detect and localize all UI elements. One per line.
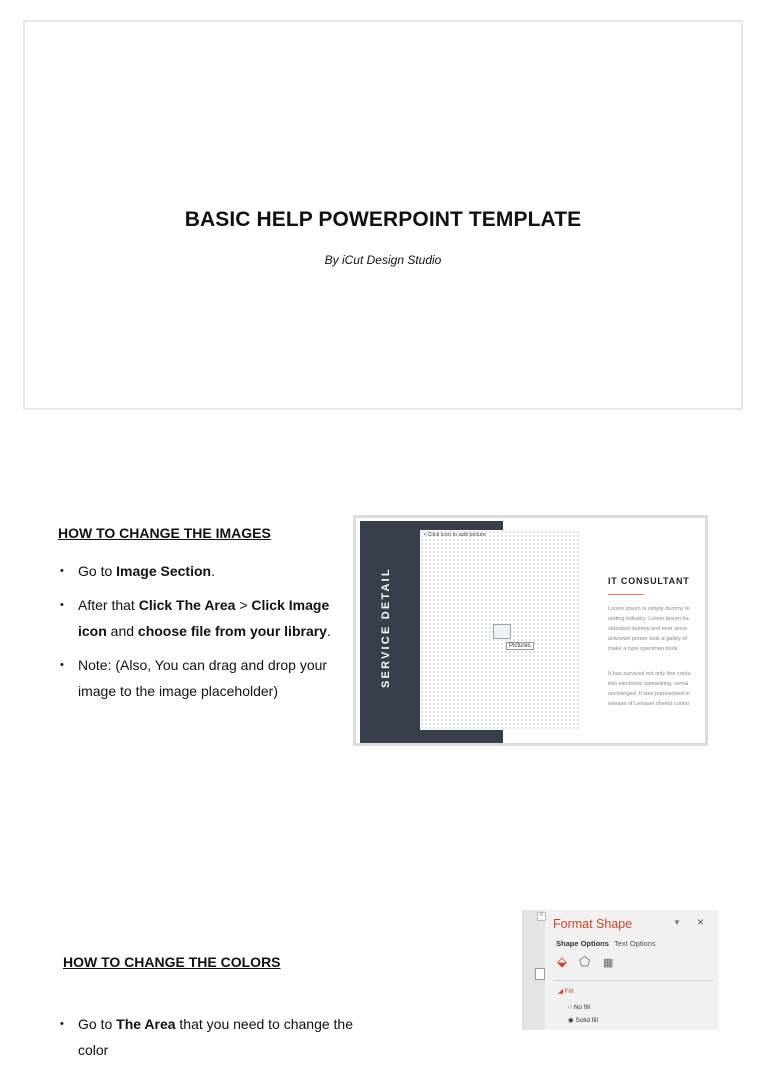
size-properties-icon[interactable]: ▦ [603, 957, 614, 969]
fill-section-label[interactable]: ◢ Fill [558, 988, 574, 995]
document-title: BASIC HELP POWERPOINT TEMPLATE [184, 208, 582, 231]
step-text: . [211, 563, 215, 579]
step-text: Go to [78, 1016, 117, 1032]
images-steps-list [58, 558, 338, 712]
images-step-3: • Note: (Also, You can drag and drop your image to the image placeholder) [58, 652, 338, 704]
images-step-1 [58, 558, 338, 584]
close-icon[interactable]: × [697, 915, 705, 929]
preview-paragraph-2: It has survived not only five centu into electronic typesetting, remai unchanged. It was popularised in release of Letraset sheets contai [608, 671, 691, 707]
tab-text-options[interactable]: Text Options [614, 939, 656, 948]
images-step-2 [58, 592, 338, 644]
no-fill-option[interactable]: ○ No fill [568, 1004, 590, 1011]
document-subtitle: By iCut Design Studio [324, 253, 442, 267]
step-text: After that [78, 597, 139, 613]
fill-bucket-icon[interactable]: ⬙ [557, 954, 567, 969]
step-text: . [326, 623, 331, 639]
pane-title: Format Shape [553, 917, 633, 931]
slide-thumbnail [535, 968, 545, 980]
colors-steps-list [58, 1011, 378, 1071]
step-bold: choose file from your library [137, 623, 327, 639]
option-label: Solid fill [575, 1017, 598, 1024]
step-bold: Click The Area [138, 597, 236, 613]
colors-heading: HOW TO CHANGE THE COLORS [63, 954, 281, 970]
colors-step-1 [58, 1011, 378, 1063]
scroll-up-icon[interactable]: ˄ [537, 912, 546, 921]
chevron-down-icon[interactable]: ▼ [673, 918, 681, 927]
preview-heading: IT CONSULTANT [608, 576, 690, 586]
solid-fill-option[interactable]: ◉ Solid fill [568, 1017, 598, 1024]
step-text: Go to [78, 563, 117, 579]
tab-shape-options[interactable]: Shape Options [556, 939, 609, 948]
step-text: and [106, 623, 138, 639]
option-label: No fill [573, 1004, 590, 1011]
step-text: that you need to change the color [78, 1016, 354, 1058]
divider [553, 980, 713, 981]
format-shape-pane-preview [522, 910, 719, 1030]
preview-paragraph-1: Lorem Ipsum is simply dummy te setting industry. Lorem Ipsum ha standard dummy text ever since unknown printer took a galley of make a type specimen book. [608, 606, 690, 652]
accent-rule [608, 594, 644, 595]
vertical-section-title: SERVICE DETAIL [380, 567, 392, 688]
step-bold: Click Image icon [78, 597, 330, 639]
images-heading: HOW TO CHANGE THE IMAGES [58, 525, 271, 541]
title-slide-card [23, 20, 743, 410]
step-bold: Image Section [116, 563, 212, 579]
picture-icon[interactable] [493, 624, 511, 639]
image-placeholder-preview [353, 515, 708, 746]
step-bold: The Area [116, 1016, 176, 1032]
step-text: > [235, 597, 252, 613]
pictures-tooltip: Pictures [506, 642, 534, 650]
pentagon-icon[interactable]: ⬠ [579, 954, 591, 969]
placeholder-label: • Click icon to add picture [424, 532, 486, 538]
